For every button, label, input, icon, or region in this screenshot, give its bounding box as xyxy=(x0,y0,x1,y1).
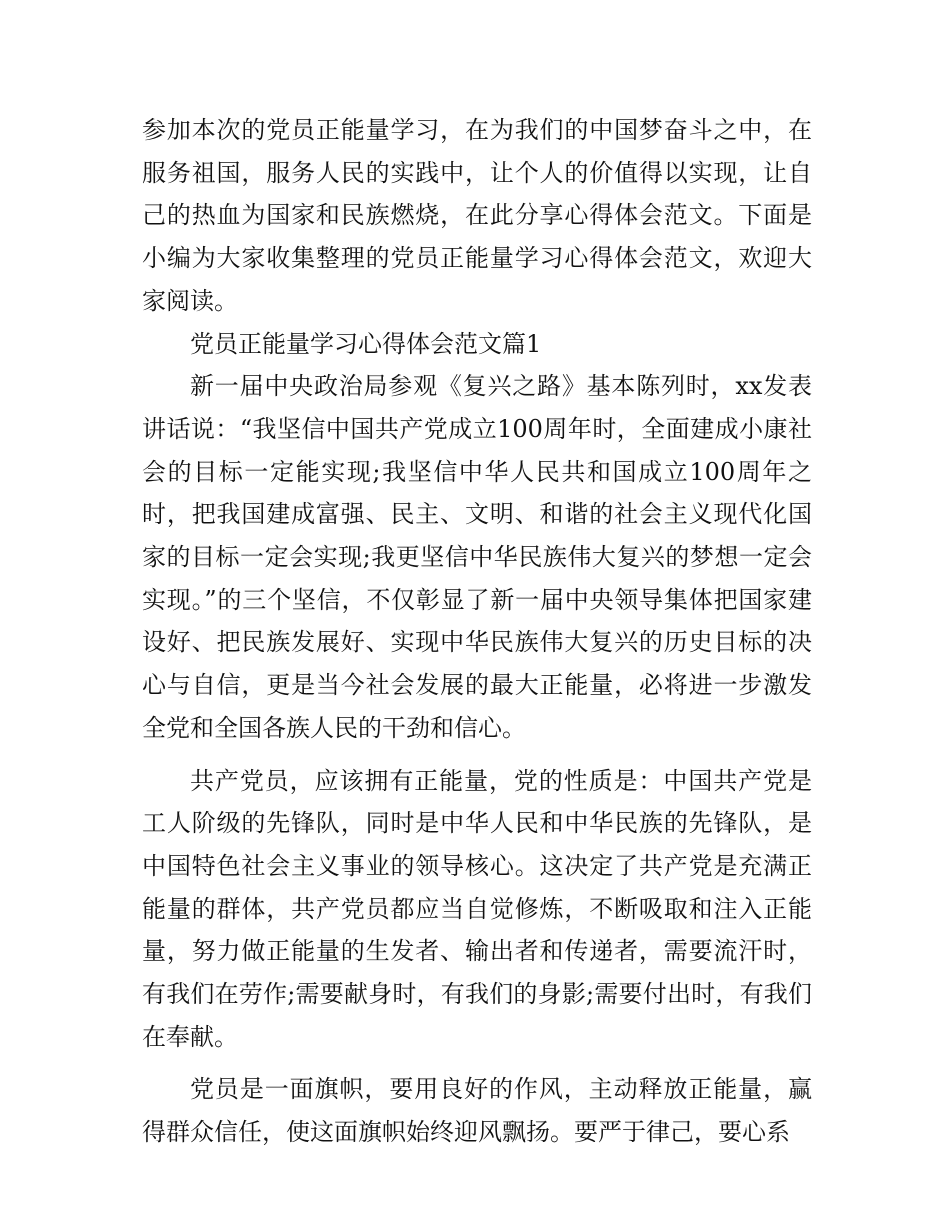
document-body xyxy=(142,109,812,1154)
body-paragraph-3: 党员是一面旗帜，要用良好的作风，主动释放正能量，赢得群众信任，使这面旗帜始终迎风飘扬。要严于律己，要心系 xyxy=(142,1075,812,1147)
section-heading: 党员正能量学习心得体会范文篇1 xyxy=(190,329,542,358)
body-paragraph-2: 共产党员，应该拥有正能量，党的性质是：中国共产党是工人阶级的先锋队，同时是中华人民和中华民族的先锋队，是中国特色社会主义事业的领导核心。这决定了共产党是充满正能量的群体，共产党员都应当自觉修炼，不断吸取和注入正能量，努力做正能量的生发者、输出者和传递者，需要流汗时，有我们在劳作;需要献身时，有我们的身影;需要付出时，有我们在奉献。 xyxy=(142,766,812,1051)
intro-paragraph: 参加本次的党员正能量学习，在为我们的中国梦奋斗之中，在服务祖国，服务人民的实践中，让个人的价值得以实现，让自己的热血为国家和民族燃烧，在此分享心得体会范文。下面是小编为大家收集整理的党员正能量学习心得体会范文，欢迎大家阅读。 xyxy=(142,116,812,315)
body-paragraph-1: 新一届中央政治局参观《复兴之路》基本陈列时，xx发表讲话说：“我坚信中国共产党成立100周年时，全面建成小康社会的目标一定能实现;我坚信中华人民共和国成立100周年之时，把我国建成富强、民主、文明、和谐的社会主义现代化国家的目标一定会实现;我更坚信中华民族伟大复兴的梦想一定会实现。”的三个坚信，不仅彰显了新一届中央领导集体把国家建设好、把民族发展好、实现中华民族伟大复兴的历史目标的决心与自信，更是当今社会发展的最大正能量，必将进一步激发全党和全国各族人民的干劲和信心。 xyxy=(142,372,812,742)
